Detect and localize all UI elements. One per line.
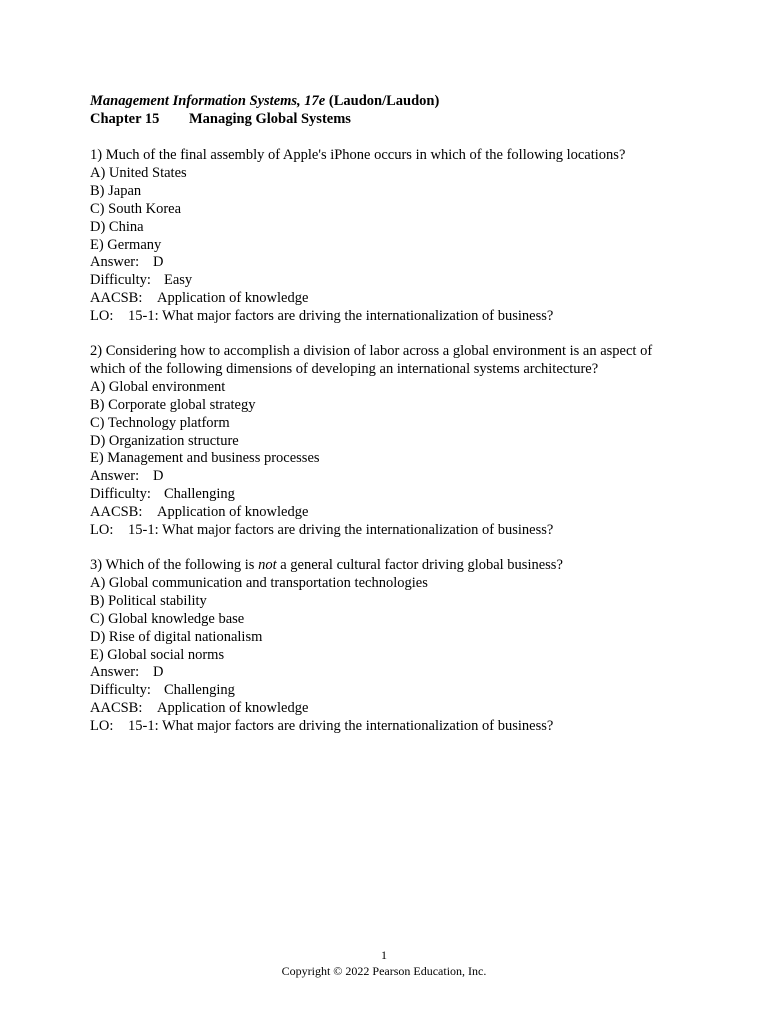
aacsb-line: [90, 700, 690, 718]
difficulty-value: Easy: [164, 272, 193, 289]
aacsb-line: [90, 290, 690, 308]
option-e: E) Management and business processes: [90, 450, 320, 467]
question-3: [90, 557, 690, 736]
option-e: E) Global social norms: [90, 646, 225, 663]
option-d: D) Rise of digital nationalism: [90, 628, 263, 645]
aacsb-label: AACSB:: [90, 290, 143, 307]
chapter-heading: [90, 111, 439, 129]
option-a: A) United States: [90, 164, 187, 181]
difficulty-line: [90, 272, 690, 290]
stem-text-before: 3) Which of the following is: [90, 557, 259, 573]
option-b: B) Japan: [90, 182, 142, 199]
question-stem: [90, 557, 690, 575]
chapter-label: Chapter 15: [90, 110, 160, 127]
difficulty-line: [90, 682, 690, 700]
option-b: B) Political stability: [90, 592, 207, 609]
difficulty-label: Difficulty:: [90, 682, 151, 699]
lo-label: LO:: [90, 522, 114, 539]
option-a: A) Global environment: [90, 378, 226, 395]
page-footer: [0, 948, 768, 979]
answer-label: Answer:: [90, 468, 140, 485]
question-stem: 1) Much of the final assembly of Apple's iPhone occurs in which of the following locations?: [90, 147, 626, 163]
page-number: 1: [381, 948, 387, 962]
lo-label: LO:: [90, 308, 114, 325]
answer-label: Answer:: [90, 254, 140, 271]
answer-line: [90, 468, 690, 486]
lo-line: [90, 522, 690, 540]
aacsb-label: AACSB:: [90, 700, 143, 717]
difficulty-label: Difficulty:: [90, 486, 151, 503]
answer-label: Answer:: [90, 664, 140, 681]
stem-text-after: a general cultural factor driving global business?: [276, 557, 563, 573]
lo-value: 15-1: What major factors are driving the internationalization of business?: [128, 522, 554, 539]
answer-value: D: [153, 254, 164, 271]
difficulty-label: Difficulty:: [90, 272, 151, 289]
option-c: C) South Korea: [90, 200, 182, 217]
aacsb-value: Application of knowledge: [157, 504, 309, 521]
difficulty-value: Challenging: [164, 682, 235, 699]
document-header: [90, 93, 439, 129]
copyright-notice: Copyright © 2022 Pearson Education, Inc.: [281, 963, 487, 978]
book-authors: (Laudon/Laudon): [328, 93, 440, 109]
lo-label: LO:: [90, 718, 114, 735]
option-c: C) Global knowledge base: [90, 610, 245, 627]
lo-line: [90, 718, 690, 736]
aacsb-line: [90, 504, 690, 522]
chapter-title: Managing Global Systems: [189, 110, 351, 127]
book-title-line: [90, 93, 439, 111]
answer-value: D: [153, 468, 164, 485]
lo-line: [90, 308, 690, 326]
answer-value: D: [153, 664, 164, 681]
question-stem: 2) Considering how to accomplish a division of labor across a global environment is an aspect of which of the following dimensions of developing an international systems architecture?: [90, 343, 653, 377]
aacsb-value: Application of knowledge: [157, 700, 309, 717]
lo-value: 15-1: What major factors are driving the internationalization of business?: [128, 308, 554, 325]
option-b: B) Corporate global strategy: [90, 396, 256, 413]
question-2: [90, 343, 690, 540]
difficulty-value: Challenging: [164, 486, 235, 503]
aacsb-label: AACSB:: [90, 504, 143, 521]
option-a: A) Global communication and transportation technologies: [90, 574, 428, 591]
lo-value: 15-1: What major factors are driving the internationalization of business?: [128, 718, 554, 735]
stem-emphasis: not: [258, 557, 277, 573]
aacsb-value: Application of knowledge: [157, 290, 309, 307]
answer-line: [90, 664, 690, 682]
option-e: E) Germany: [90, 236, 162, 253]
option-d: D) China: [90, 218, 144, 235]
difficulty-line: [90, 486, 690, 504]
option-c: C) Technology platform: [90, 414, 230, 431]
question-1: [90, 147, 690, 326]
book-title: Management Information Systems, 17e: [90, 93, 326, 109]
option-d: D) Organization structure: [90, 432, 239, 449]
answer-line: [90, 254, 690, 272]
